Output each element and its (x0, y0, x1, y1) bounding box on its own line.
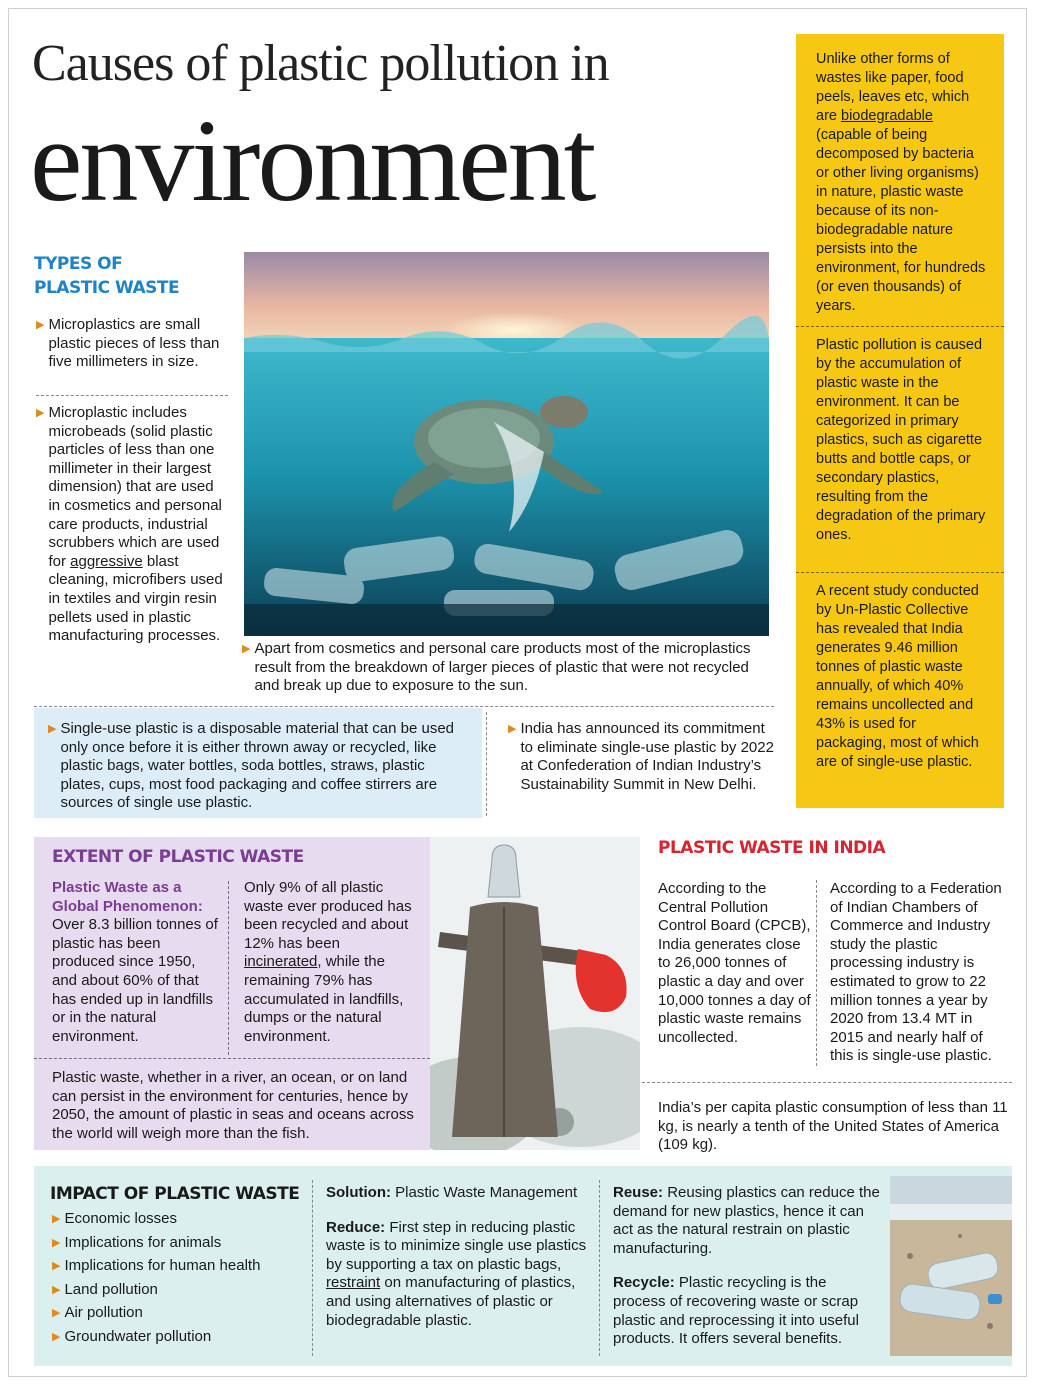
recycle-label: Recycle: (613, 1274, 675, 1292)
types-bullet-2-b: blast cleaning, microfibers used in textiles and virgin resin pellets used in plastic manufacturing processes. (48, 552, 223, 645)
middle-divider (34, 706, 774, 707)
incinerated-link[interactable]: incinerated (244, 953, 318, 971)
types-divider (36, 395, 228, 396)
sidebar-panel (796, 34, 1004, 808)
photo-caption-text: Apart from cosmetics and personal care products most of the microplastics result from the breakdown of larger pieces of plastic that were not recycled and break up due to exposure to the sun. (254, 640, 751, 695)
photo-caption (242, 640, 762, 696)
restraint-link[interactable]: restraint (326, 1274, 381, 1292)
bullet-arrow-icon: ▶ (52, 1213, 61, 1225)
extent-heading: EXTENT OF PLASTIC WASTE (52, 847, 304, 867)
solution-line (326, 1184, 594, 1203)
impact-list (52, 1210, 302, 1352)
reuse-text: Reusing plastics can reduce the demand for new plastics, hence it can act as the natural restrain on plastic manufacturing. (613, 1184, 880, 1257)
sidebar-para-3: A recent study conducted by Un-Plastic Collective has revealed that India generates 9.46 million tonnes of plastic waste annually, of which 40% remains uncollected and 43% is used for packaging, most of which are of single-use plastic. (816, 583, 979, 770)
impact-item (52, 1328, 302, 1352)
extent-bottom-text: Plastic waste, whether in a river, an ocean, or on land can persist in the environment for centuries, hence by 2050, the amount of plastic in seas and oceans across the world will weigh more than the fish. (52, 1069, 414, 1142)
recycle-line (613, 1274, 881, 1348)
impact-item (52, 1210, 302, 1234)
india-heading: PLASTIC WASTE IN INDIA (658, 838, 886, 858)
india-bottom-divider (642, 1082, 1012, 1083)
extent-col-2-b: , while the remaining 79% has accumulated in landfills, dumps or the natural environment. (244, 953, 404, 1045)
solution-text: Plastic Waste Management (390, 1184, 578, 1201)
india-col-2: According to a Federation of Indian Chambers of Commerce and Industry study the plastic processing industry is estimated to grow to 22 million tonnes a year by 2020 from 13.4 MT in 2015 and nearly half of this is single-use plastic. (830, 880, 1002, 1065)
title-line-1: Causes of plastic pollution in (32, 35, 609, 92)
reduce-text-a: First step in reducing plastic waste is to minimize single use plastics by supporting a tax on plastic bags, (326, 1218, 587, 1273)
impact-box (34, 1166, 1012, 1366)
sidebar-para-1 (816, 50, 986, 316)
india-per-capita: India’s per capita plastic consumption of less than 11 kg, is nearly a tenth of the United States of America (109 kg). (658, 1099, 1008, 1154)
extent-col-divider (228, 881, 229, 1055)
sidebar-para-2: Plastic pollution is caused by the accumulation of plastic waste in the environment. It can be categorized in primary plastics, such as cigarette butts and bottle caps, or secondary plastics, resulting from the degradation of the primary ones. (816, 337, 986, 543)
reuse-line (613, 1184, 881, 1258)
types-bullet-2-a: Microplastic includes microbeads (solid plastic particles of less than one millimeter in their largest dimension) that are used in cosmetics and personal care products, industrial scrubbers which are used for (48, 404, 222, 570)
reduce-label: Reduce: (326, 1218, 386, 1236)
impact-item (52, 1257, 302, 1281)
extent-bottom-divider (34, 1058, 430, 1059)
india-commitment (508, 720, 778, 794)
impact-divider-1 (312, 1180, 313, 1356)
bullet-arrow-icon: ▶ (52, 1330, 61, 1343)
reduce-line (326, 1219, 594, 1331)
solution-block (326, 1184, 594, 1330)
extent-col-1-text: Over 8.3 billion tonnes of plastic has been produced since 1950, and about 60% of that has ended up in landfills or in the natural environment. (52, 916, 218, 1045)
scarecrow-illustration (430, 837, 640, 1150)
bullet-arrow-icon: ▶ (36, 407, 45, 419)
impact-item-text: Groundwater pollution (64, 1327, 212, 1345)
sidebar-divider-2 (796, 572, 1004, 573)
turtle-plastic-photo (244, 252, 769, 636)
impact-item-text: Air pollution (64, 1304, 143, 1322)
reuse-label: Reuse: (613, 1184, 664, 1201)
extent-col-2 (244, 879, 414, 1046)
india-col-divider (816, 880, 817, 1066)
types-bullet-1 (36, 316, 228, 372)
extent-subheading: Plastic Waste as a Global Phenomenon: (52, 879, 203, 915)
sidebar-para-1-b: (capable of being decomposed by bacteria or other living organisms) in nature, plastic waste because of its non-biodegradable nature persists into the environment, for hundreds (or even thousands) of years. (816, 127, 986, 314)
extent-col-2-a: Only 9% of all plastic waste ever produced has been recycled and about 12% has been (244, 879, 412, 952)
single-use-text: Single-use plastic is a disposable material that can be used only once before it is either thrown away or recycled, like plastic bags, water bottles, soda bottles, straws, plastic plates, cups, most food packaging and coffee stirrers are sources of single use plastic. (60, 720, 455, 812)
turtle-plastic-illustration (244, 252, 769, 636)
types-heading-line-2: PLASTIC WASTE (34, 278, 180, 298)
impact-item-text: Economic losses (64, 1210, 178, 1227)
types-bullet-2 (36, 404, 228, 646)
bullet-arrow-icon: ▶ (36, 319, 45, 331)
title-line-2: environment (30, 95, 594, 226)
bullet-arrow-icon: ▶ (48, 723, 57, 735)
scarecrow-photo (430, 837, 640, 1150)
india-commitment-text: India has announced its commitment to eliminate single-use plastic by 2022 at Confederation of Indian Industry’s Sustainability Summit in New Delhi. (520, 720, 774, 793)
bullet-arrow-icon: ▶ (52, 1307, 61, 1320)
single-use-box (34, 708, 482, 818)
reduce-text-b: on manufacturing of plastics, and using alternatives of plastic or biodegradable plastic. (326, 1274, 576, 1329)
reuse-recycle-block (613, 1184, 881, 1349)
impact-heading: IMPACT OF PLASTIC WASTE (50, 1184, 300, 1204)
extent-box (34, 837, 430, 1150)
bullet-arrow-icon: ▶ (242, 643, 251, 655)
impact-divider-2 (599, 1180, 600, 1356)
types-bullet-2-text (48, 404, 228, 646)
types-heading-line-1: TYPES OF (34, 254, 123, 274)
recycle-text: Plastic recycling is the process of recovering waste or scrap plastic and reprocessing it into useful products. It offers several benefits. (613, 1274, 859, 1348)
types-bullet-1-text: Microplastics are small plastic pieces of less than five millimeters in size. (48, 316, 220, 371)
impact-item (52, 1304, 302, 1328)
bullet-arrow-icon: ▶ (508, 723, 517, 735)
impact-item-text: Implications for animals (64, 1233, 222, 1251)
impact-item (52, 1281, 302, 1305)
extent-col-1 (52, 879, 220, 1046)
solution-label: Solution: (326, 1184, 391, 1201)
types-heading (34, 252, 234, 300)
vertical-divider-commitment (486, 712, 487, 816)
aggressive-link[interactable]: aggressive (70, 552, 143, 570)
impact-item-text: Land pollution (64, 1280, 158, 1298)
sidebar-divider-1 (796, 326, 1004, 327)
single-use-content (48, 720, 472, 813)
beach-bottle-photo (890, 1176, 1012, 1356)
bullet-arrow-icon: ▶ (52, 1236, 61, 1249)
impact-item-text: Implications for human health (64, 1257, 261, 1275)
impact-item (52, 1234, 302, 1258)
bullet-arrow-icon: ▶ (52, 1260, 61, 1273)
beach-bottle-illustration (890, 1176, 1012, 1356)
sidebar-para-1-a: Unlike other forms of wastes like paper, food peels, leaves etc, which are (816, 51, 970, 124)
bullet-arrow-icon: ▶ (52, 1283, 61, 1296)
india-col-1: According to the Central Pollution Control Board (CPCB), India generates close to 26,000 tonnes of plastic a day and over 10,000 tonnes a day of plastic waste remains uncollected. (658, 880, 811, 1046)
biodegradable-link[interactable]: biodegradable (841, 108, 933, 124)
